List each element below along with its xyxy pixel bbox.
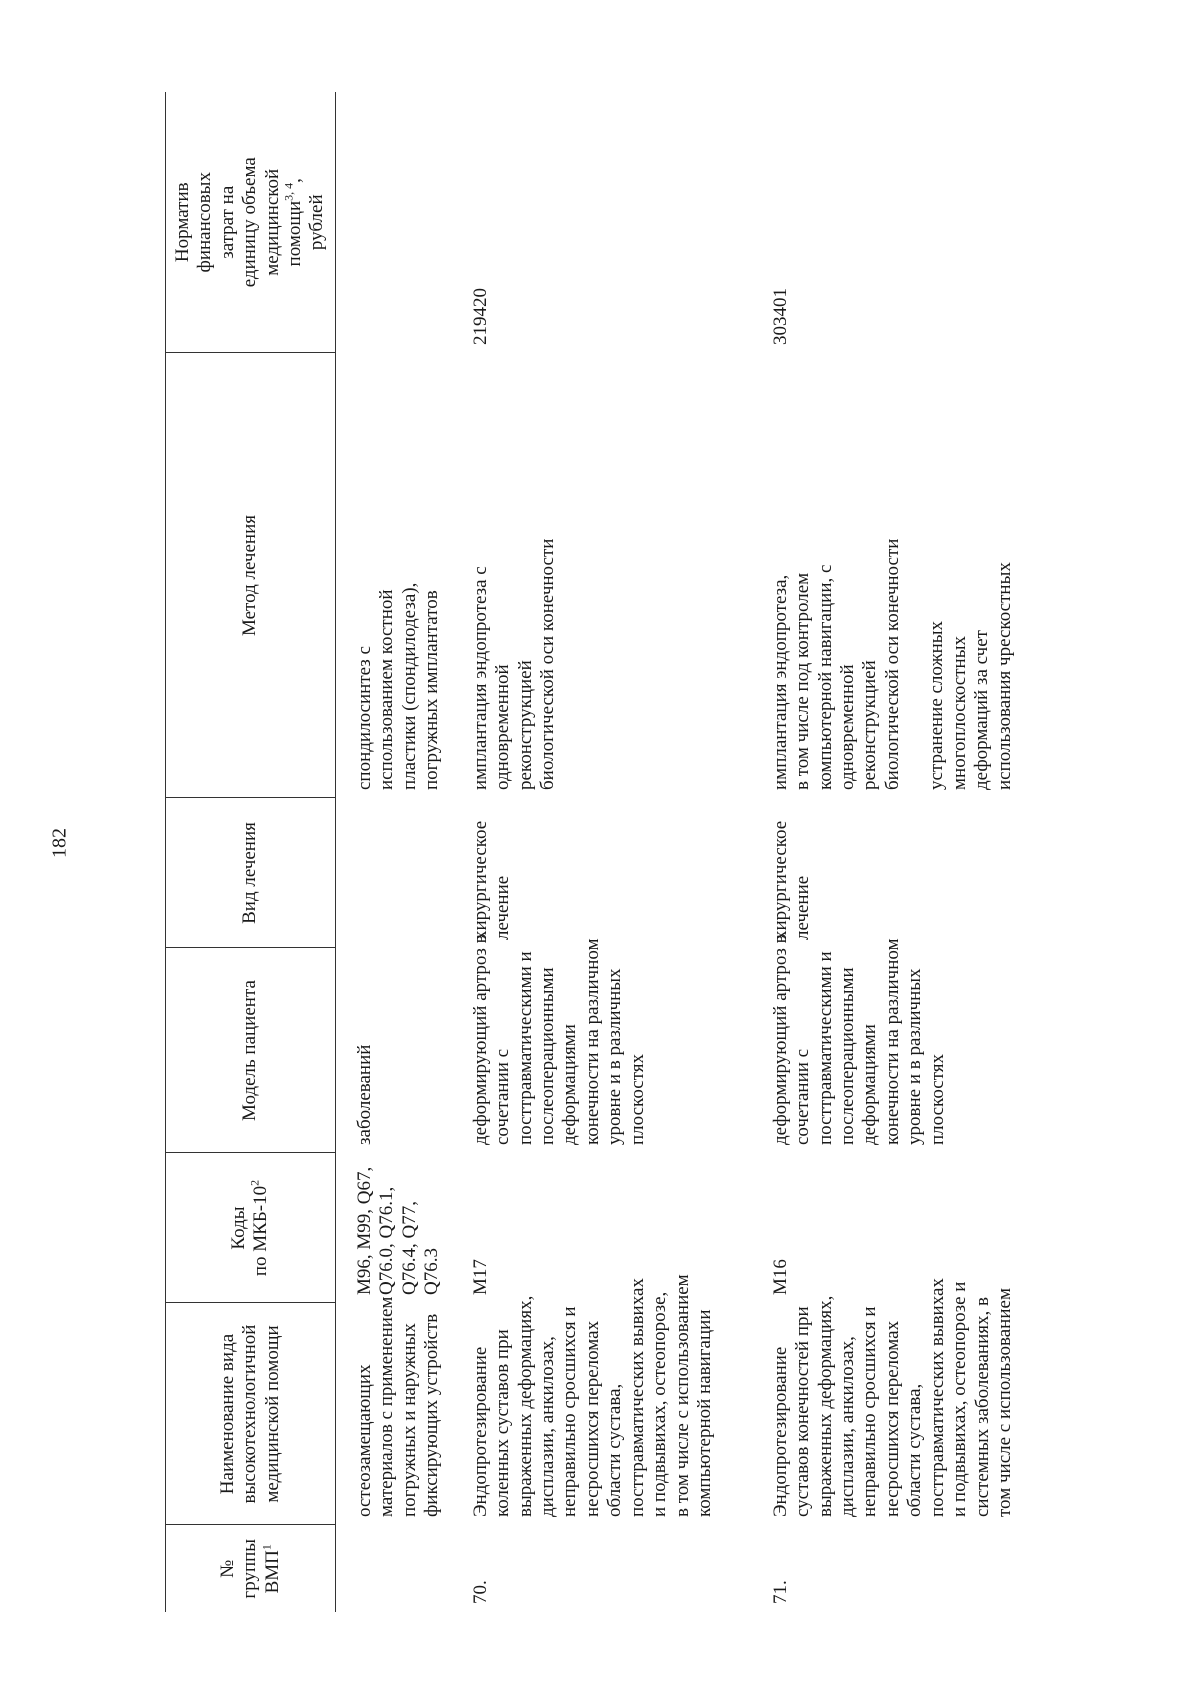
header-patient-model: Модель пациента — [166, 948, 336, 1153]
header-group-number: № группы ВМП$^1$ — [166, 1525, 336, 1612]
cell-vmp-name: Эндопротезирование суставов конечностей при выраженных деформациях, дисплазии, анкилозах, неправильно сросшихся и несросшихся переломах области сустава, посттравматических вывихах и подвывихах, остеопорозе и системных заболеваниях, в том числе с использованием — [769, 1278, 1015, 1517]
header-icd-codes: Коды по МКБ-$10^2$ — [166, 1153, 336, 1303]
table-row — [335, 92, 462, 1612]
cell-treatment-method: имплантация эндопротеза с одновременной реконструкцией биологической оси конечности — [469, 538, 559, 790]
cell-vmp-name: остеозамещающих материалов с применением погружных и наружных фиксирующих устройств — [353, 1296, 443, 1517]
cell-icd-codes: M17 — [469, 1259, 491, 1295]
header-treatment-method: Метод лечения — [166, 353, 336, 798]
cell-patient-model: деформирующий артроз в сочетании с посттравматическими и послеоперационными деформациями конечности на различном уровне и в различных плоскостях — [769, 934, 948, 1145]
cell-group-number: 70. — [469, 1580, 491, 1604]
cell-vmp-name: Эндопротезирование коленных суставов при выраженных деформациях, дисплазии, анкилозах, неправильно сросшихся и несросшихся переломах области сустава, посттравматических вывихах и подвывихах, остеопорозе, в том числе с использованием компьютерной навигации — [469, 1274, 715, 1517]
header-cost-standard: Норматив финансовых затрат на единицу объема медицинской помощи$^{3, 4}$, рублей — [166, 92, 336, 353]
cell-treatment-type: хирургическое лечение — [469, 820, 514, 940]
cell-patient-model: заболеваний — [353, 1044, 375, 1145]
cell-cost-standard: 303401 — [769, 288, 791, 345]
rotated-table-container — [165, 92, 1175, 1612]
cell-cost-standard: 219420 — [469, 288, 491, 345]
cell-group-number — [335, 1525, 462, 1612]
cell-patient-model: деформирующий артроз в сочетании с посттравматическими и послеоперационными деформациями конечности на различном уровне и в различных плоскостях — [469, 934, 648, 1145]
cell-treatment-type: хирургическое лечение — [769, 820, 814, 940]
cell-cost-standard — [335, 92, 462, 353]
table-row — [762, 92, 1090, 1612]
table-row — [462, 92, 762, 1612]
cell-group-number: 71. — [769, 1580, 791, 1604]
cell-treatment-type — [335, 798, 462, 948]
page-number: 182 — [48, 828, 71, 858]
cell-treatment-method: спондилосинтез с использованием костной пластики (спондилодеза), погружных имплантатов — [353, 582, 443, 790]
header-treatment-type: Вид лечения — [166, 798, 336, 948]
vmp-table — [165, 92, 1090, 1612]
table-header-row — [166, 92, 336, 1612]
cell-treatment-method: имплантация эндопротеза, в том числе под контролем компьютерной навигации, с одновременной реконструкцией биологической оси конечности устранение сложных многоплоскостных деформаций за счет использования чрескостных — [769, 538, 1015, 790]
cell-icd-codes: M16 — [769, 1259, 791, 1295]
cell-icd-codes: M96, M99, Q67, Q76.0, Q76.1, Q76.4, Q77, Q76.3 — [353, 1166, 443, 1295]
header-vmp-name: Наименование вида высокотехнологичной медицинской помощи — [166, 1303, 336, 1525]
